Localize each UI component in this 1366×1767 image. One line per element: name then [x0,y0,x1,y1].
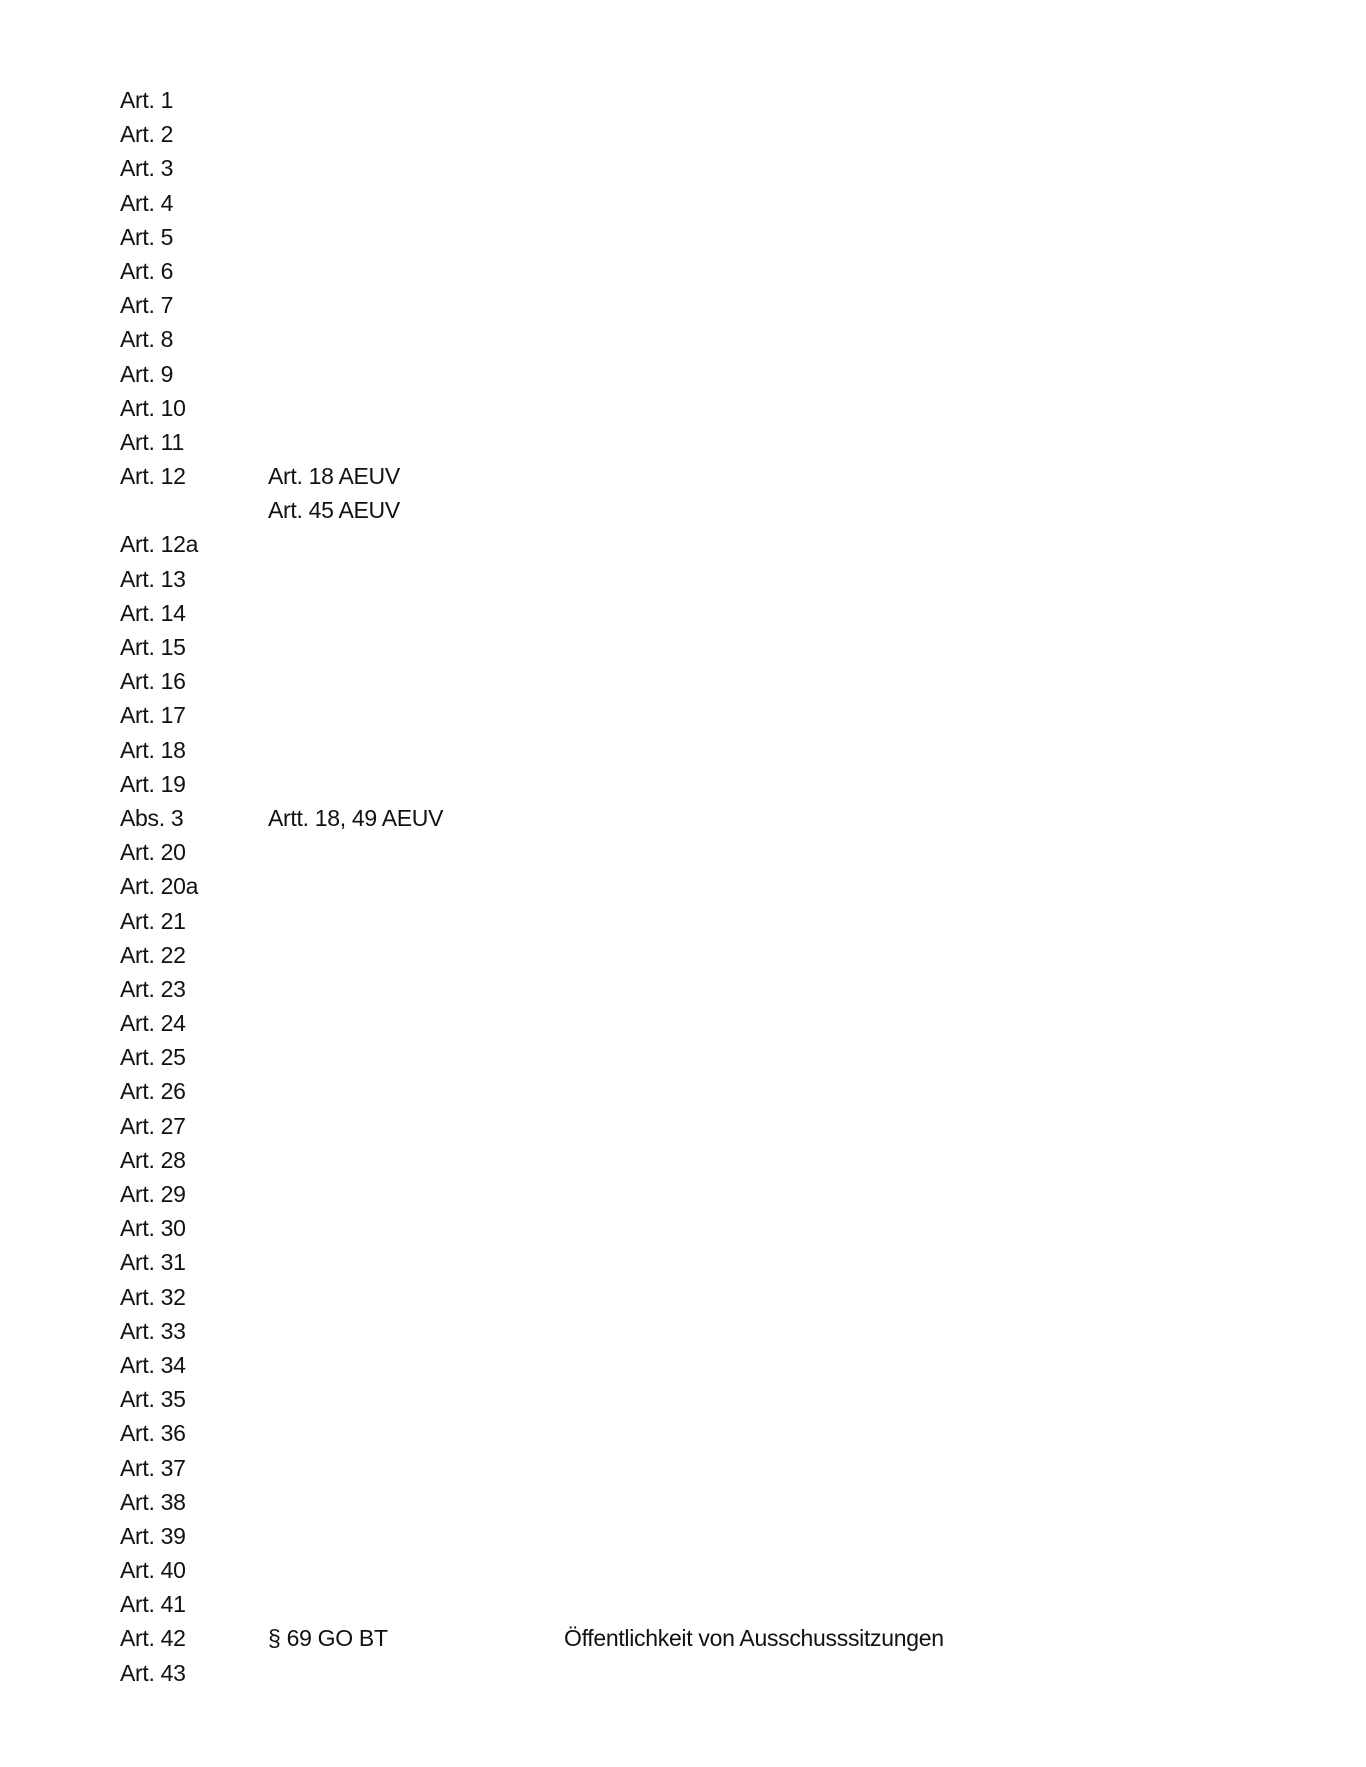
article-cell: Art. 5 [120,223,174,250]
reference-cell: § 69 GO BT [268,1625,388,1652]
table-row [120,938,1220,972]
article-cell: Art. 20a [120,873,199,900]
table-row [120,220,1220,254]
table-row [120,1074,1220,1108]
article-cell: Art. 7 [120,292,174,319]
table-row [120,869,1220,903]
note-cell: Öffentlichkeit von Ausschusssitzungen [564,1625,944,1652]
table-row [120,801,1220,835]
reference-cell: Art. 45 AEUV [268,497,400,524]
table-row [120,151,1220,185]
article-cell: Art. 40 [120,1557,186,1584]
table-row [120,83,1220,117]
article-cell: Art. 19 [120,770,186,797]
article-cell: Art. 41 [120,1591,186,1618]
table-row [120,972,1220,1006]
table-row [120,1519,1220,1553]
article-cell: Art. 21 [120,907,186,934]
article-cell: Art. 24 [120,1010,186,1037]
article-cell: Art. 31 [120,1249,186,1276]
table-row [120,1382,1220,1416]
article-cell: Art. 10 [120,394,186,421]
article-cell: Art. 33 [120,1317,186,1344]
article-cell: Art. 12a [120,531,199,558]
article-cell: Art. 18 [120,736,186,763]
article-cell: Art. 34 [120,1351,186,1378]
article-cell: Art. 43 [120,1659,186,1686]
table-row [120,117,1220,151]
article-cell: Art. 1 [120,87,174,113]
article-cell: Art. 42 [120,1625,186,1652]
article-cell: Art. 17 [120,702,186,729]
article-cell: Art. 6 [120,257,174,284]
table-row [120,1245,1220,1279]
table-row [120,288,1220,322]
table-row [120,1656,1220,1690]
article-cell: Art. 23 [120,975,186,1002]
table-row [120,1109,1220,1143]
table-row [120,1177,1220,1211]
table-row [120,357,1220,391]
article-cell: Art. 37 [120,1454,186,1481]
table-row [120,1485,1220,1519]
article-cell: Art. 27 [120,1112,186,1139]
article-cell: Art. 3 [120,155,174,182]
table-row [120,1040,1220,1074]
article-cell: Art. 39 [120,1522,186,1549]
table-row [120,698,1220,732]
article-cell: Art. 25 [120,1044,186,1071]
table-row [120,1006,1220,1040]
table-row [120,1621,1220,1655]
article-cell: Art. 32 [120,1283,186,1310]
article-cell: Art. 15 [120,634,186,660]
article-cell: Art. 16 [120,668,186,695]
table-row [120,1211,1220,1245]
table-row [120,1416,1220,1450]
table-row [120,630,1220,664]
table-row [120,391,1220,425]
table-row [120,562,1220,596]
article-cell: Art. 22 [120,941,186,968]
article-cell: Art. 20 [120,839,186,866]
table-row [120,1314,1220,1348]
article-cell: Art. 4 [120,189,174,216]
table-row [120,596,1220,630]
table-row [120,767,1220,801]
article-cell: Art. 12 [120,463,186,490]
table-row [120,459,1220,493]
table-row [120,835,1220,869]
table-row [120,493,1220,527]
article-cell: Art. 9 [120,360,174,387]
article-cell: Art. 29 [120,1181,186,1207]
table-row [120,1553,1220,1587]
table-row [120,527,1220,561]
article-cell: Art. 8 [120,326,174,353]
table-row [120,322,1220,356]
table-row [120,254,1220,288]
table-row [120,425,1220,459]
table-row [120,1143,1220,1177]
article-cell: Art. 11 [120,428,184,455]
article-cell: Art. 2 [120,121,174,148]
article-reference-table [120,83,1220,1690]
article-cell: Art. 35 [120,1386,186,1413]
article-cell: Art. 38 [120,1488,186,1515]
article-cell: Art. 26 [120,1078,186,1105]
article-cell: Art. 28 [120,1146,186,1173]
table-row [120,1451,1220,1485]
article-cell: Art. 36 [120,1420,186,1447]
table-row [120,1280,1220,1314]
reference-cell: Artt. 18, 49 AEUV [268,804,444,831]
table-row [120,664,1220,698]
table-row [120,1348,1220,1382]
table-row [120,904,1220,938]
article-cell: Art. 13 [120,565,186,592]
reference-cell: Art. 18 AEUV [268,463,400,490]
table-row [120,1587,1220,1621]
article-cell: Art. 14 [120,599,186,626]
table-row [120,186,1220,220]
article-cell: Abs. 3 [120,804,184,831]
article-cell: Art. 30 [120,1215,186,1242]
table-row [120,733,1220,767]
